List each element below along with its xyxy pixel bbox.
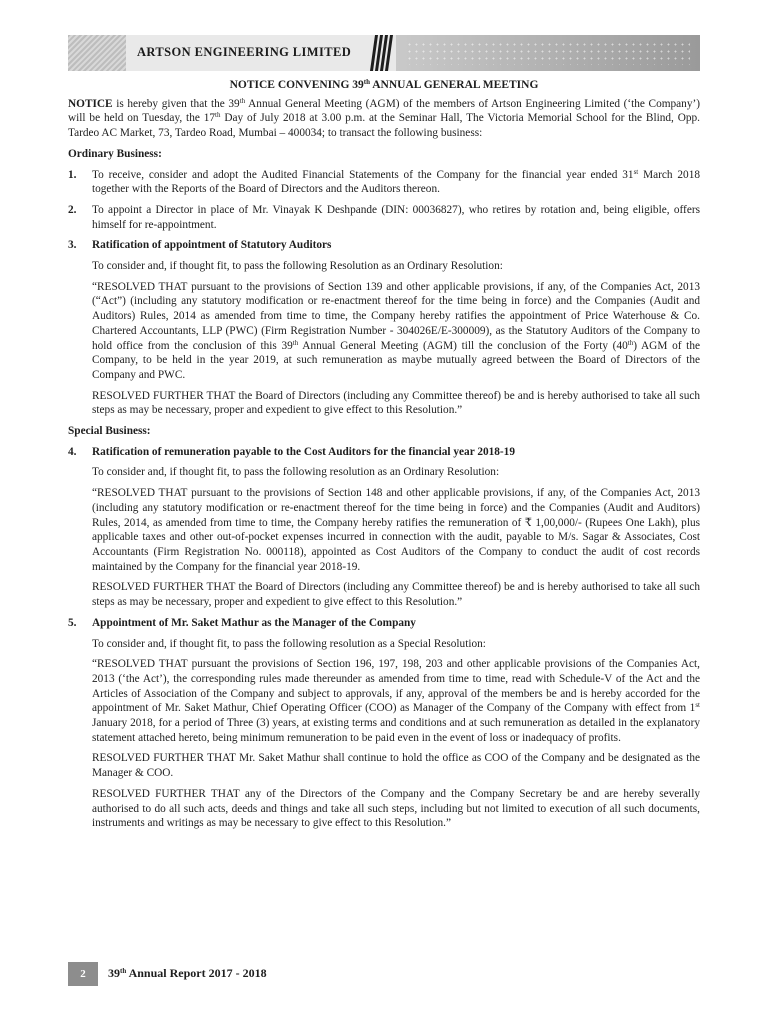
resolution-further-paragraph: RESOLVED FURTHER THAT the Board of Directors (including any Committee thereof) be and is hereby authorised to take all such steps as may be necessary, proper and expedient to give effect to this Resolution.” [92, 389, 701, 417]
header-pattern-left [68, 35, 126, 71]
agenda-item-title: Ratification of appointment of Statutory Auditors [92, 239, 332, 252]
agenda-item-5: 5. Appointment of Mr. Saket Mathur as the Manager of the Company To consider and, if thought fit, to pass the following resolution as a Special Resolution: “RESOLVED THAT pursuant the provisions of Section 196, 197, 198, 203 and other applicable provisions of the Companies Act, 2013 (‘the Act’), the corresponding rules made thereunder as amended from time to time, read with Schedule-V of the Act and the Articles of Association of the Company and subject to approvals, if any, approval of the members be and is hereby accorded for the appointment of Mr. Saket Mathur, Chief Operating Officer (COO) as Manager of the Company of the Company with effect from 1st January 2018, for a period of Three (3) years, at existing terms and conditions and at such remuneration as detailed in the explanatory statement attached hereto, being minimum remuneration to be paid even in the event of loss or inadequacy of profits. RESOLVED FURTHER THAT Mr. Saket Mathur shall continue to hold the office as COO of the Company and be designated as the Manager & COO. RESOLVED FURTHER THAT any of the Directors of the Company and the Company Secretary be and are hereby severally authorised to do all such acts, deeds and things and take all such steps, including but not limited to execution of all such documents, instruments and writings as may be necessary to give effect to this Resolution.” [68, 616, 700, 830]
header-slash-decoration [364, 35, 394, 71]
notice-intro: NOTICE is hereby given that the 39th Annual General Meeting (AGM) of the members of Artson Engineering Limited (‘the Company’) will be held on Tuesday, the 17th Day of July 2018 at 3.00 p.m. at the Seminar Hall, The Victoria Memorial School for the Blind, Opp. Tardeo AC Market, 73, Tardeo Road, Mumbai – 400034; to transact the following business: [68, 96, 700, 140]
report-title: 39th Annual Report 2017 - 2018 [108, 966, 267, 980]
resolution-paragraph: “RESOLVED THAT pursuant the provisions of Section 196, 197, 198, 203 and other applicable provisions of the Companies Act, 2013 (‘the Act’), the corresponding rules made thereunder as amended from time to time, read with Schedule-V of the Act and the Articles of Association of the Company and subject to approvals, if any, approval of the members be and is hereby accorded for the appointment of Mr. Saket Mathur, Chief Operating Officer (COO) as Manager of the Company of the Company with effect from 1st January 2018, for a period of Three (3) years, at existing terms and conditions and at such remuneration as detailed in the explanatory statement attached hereto, being minimum remuneration to be paid even in the event of loss or inadequacy of profits. [92, 658, 700, 744]
agenda-item-2: 2. To appoint a Director in place of Mr. Vinayak K Deshpande (DIN: 00036827), who retires by rotation and, being eligible, offers himself for re-appointment. [68, 203, 700, 231]
agenda-item-title: Appointment of Mr. Saket Mathur as the Manager of the Company [92, 616, 416, 629]
company-name: ARTSON ENGINEERING LIMITED [137, 45, 352, 59]
agenda-item-1: 1. To receive, consider and adopt the Audited Financial Statements of the Company for the financial year ended 31st March 2018 together with the Reports of the Board of Directors and the Auditors thereon. [68, 167, 700, 196]
resolution-paragraph: “RESOLVED THAT pursuant to the provisions of Section 148 and other applicable provisions, if any, of the Companies Act, 2013 (including any statutory modification or re-enactment thereof for the time being in force) and the Companies (Audit and Auditors) Rules, 2014, as amended from time to time, the Company hereby ratifies the remuneration of ₹ 1,00,000/- (Rupees One Lakh), plus applicable taxes and other out-of-pocket expenses incurred in connection with the audit, payable to M/s. Sagar & Associates, Cost Accountants (Firm Registration No. 000118), appointed as Cost Auditors of the Company to conduct the audit of cost records maintained by the Company for the financial year 2018-19. [92, 487, 700, 573]
agenda-item-3: 3. Ratification of appointment of Statutory Auditors To consider and, if thought fit, to pass the following Resolution as an Ordinary Resolution: “RESOLVED THAT pursuant to the provisions of Section 139 and other applicable provisions, if any, of the Companies Act, 2013 (“Act”) (including any statutory modification or re-enactment thereof for the time being in force) and the Companies (Audit and Auditors) Rules, 2014 as amended from time to time, the Company hereby ratifies the appointment of Price Waterhouse & Co. Chartered Accountants, LLP (PWC) (Firm Registration Number - 304026E/E-300009), as the Statutory Auditors of the Company to hold office from the conclusion of this 39th Annual General Meeting (AGM) till the conclusion of the Forty (40th) AGM of the Company, to be held in the year 2019, at such remuneration as maybe mutually agreed between the Board of Directors of the Company and PWC. RESOLVED FURTHER THAT the Board of Directors (including any Committee thereof) be and is hereby authorised to take all such steps as may be necessary, proper and expedient to give effect to this Resolution.” [68, 239, 701, 417]
page-number: 2 [68, 962, 98, 986]
header-pattern-right [396, 35, 700, 71]
ordinary-business-heading: Ordinary Business: [68, 147, 162, 160]
resolution-paragraph: “RESOLVED THAT pursuant to the provisions of Section 139 and other applicable provisions, if any, of the Companies Act, 2013 (“Act”) (including any statutory modification or re-enactment thereof for the time being in force) and the Companies (Audit and Auditors) Rules, 2014 as amended from time to time, the Company hereby ratifies the appointment of Price Waterhouse & Co. Chartered Accountants, LLP (PWC) (Firm Registration Number - 304026E/E-300009), as the Statutory Auditors of the Company to hold office from the conclusion of this 39th Annual General Meeting (AGM) till the conclusion of the Forty (40th) AGM of the Company, to be held in the year 2019, at such remuneration as maybe mutually agreed between the Board of Directors of the Company and PWC. [92, 280, 700, 381]
agenda-item-title: Ratification of remuneration payable to the Cost Auditors for the financial year 2018-19 [92, 445, 515, 458]
agenda-item-4: 4. Ratification of remuneration payable to the Cost Auditors for the financial year 2018-19 To consider and, if thought fit, to pass the following resolution as an Ordinary Resolution: “RESOLVED THAT pursuant to the provisions of Section 148 and other applicable provisions, if any, of the Companies Act, 2013 (including any statutory modification or re-enactment thereof for the time being in force) and the Companies (Audit and Auditors) Rules, 2014, as amended from time to time, the Company hereby ratifies the remuneration of ₹ 1,00,000/- (Rupees One Lakh), plus applicable taxes and other out-of-pocket expenses incurred in connection with the audit, payable to M/s. Sagar & Associates, Cost Accountants (Firm Registration No. 000118), appointed as Cost Auditors of the Company to conduct the audit of cost records maintained by the Company for the financial year 2018-19. RESOLVED FURTHER THAT the Board of Directors (including any Committee thereof) be and is hereby authorised to take all such steps as may be necessary, proper and expedient to give effect to this Resolution.” [68, 445, 701, 609]
notice-title: NOTICE CONVENING 39th ANNUAL GENERAL MEETING [229, 78, 539, 91]
resolution-further-paragraph: RESOLVED FURTHER THAT the Board of Directors (including any Committee thereof) be and is hereby authorised to take all such steps as may be necessary, proper and expedient to give effect to this Resolution.” [92, 581, 701, 609]
special-business-heading: Special Business: [68, 425, 151, 438]
notice-body [68, 78, 700, 837]
resolution-further-paragraph: RESOLVED FURTHER THAT any of the Directors of the Company and the Company Secretary be and are hereby severally authorised to do all such acts, deeds and things and take all such steps, including but not limited to execution of all such documents, instruments and writings as may be necessary to give effect to this Resolution.” [92, 787, 700, 830]
resolution-further-paragraph: RESOLVED FURTHER THAT Mr. Saket Mathur shall continue to hold the office as COO of the Company and be designated as the Manager & COO. [92, 752, 700, 780]
